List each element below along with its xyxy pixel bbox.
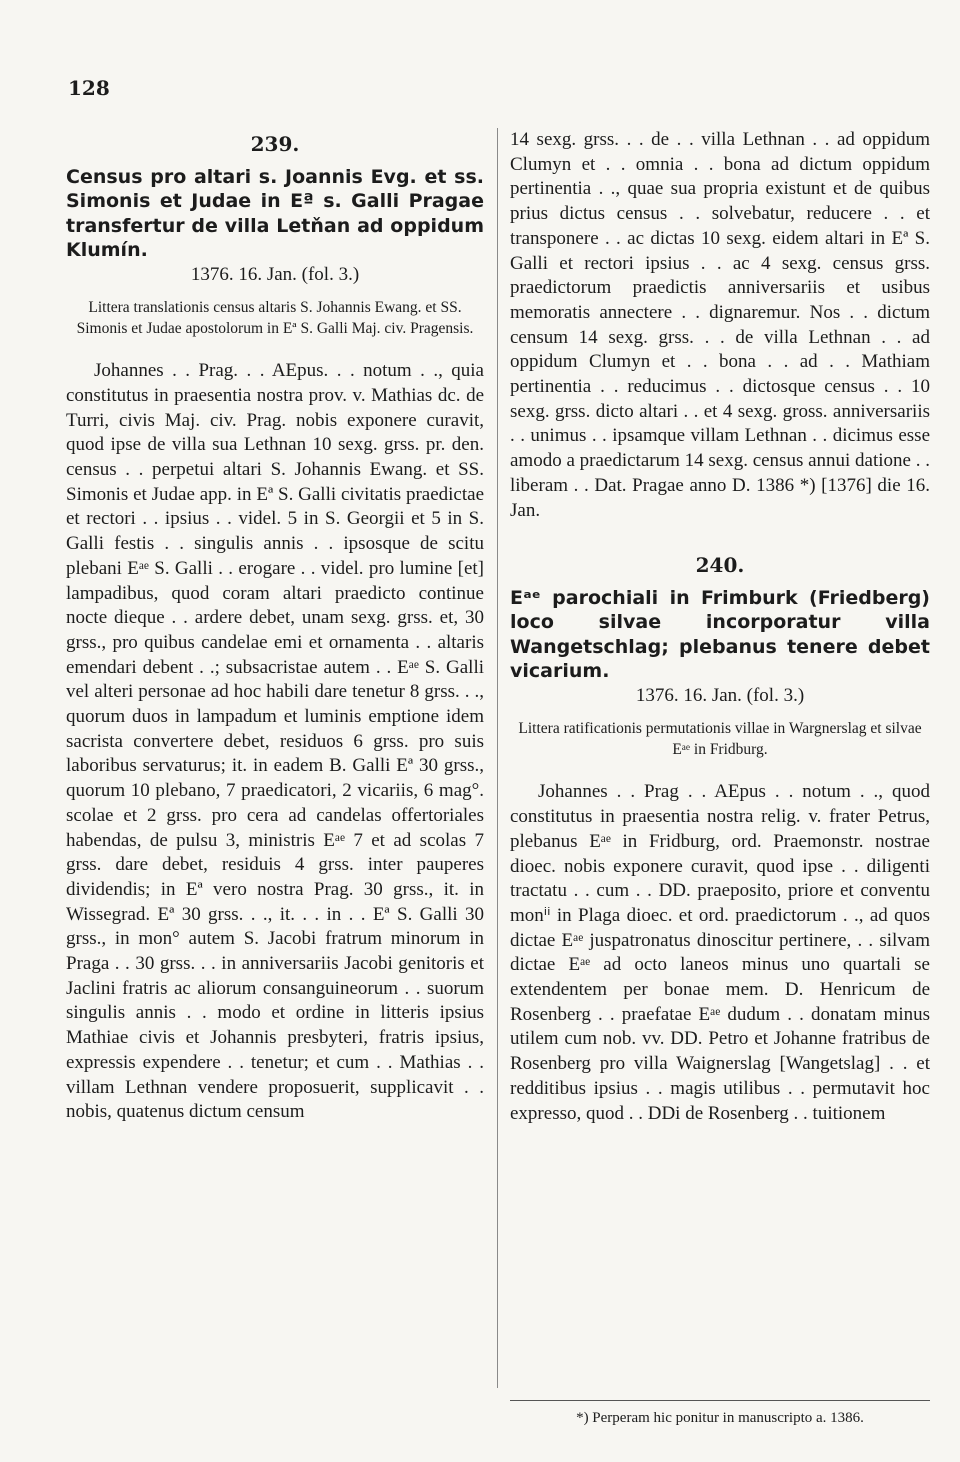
document-heading-240 <box>510 586 930 709</box>
heading-text-240: Eᵃᵉ parochiali in Frimburk (Friedberg) loco silvae incorporatur villa Wangetschlag; plebanus tenere debet vicarium. <box>510 586 930 683</box>
document-heading-239 <box>66 165 484 288</box>
right-column <box>510 128 930 1126</box>
left-column <box>66 128 484 1125</box>
document-body-239: Johannes . . Prag. . . AEpus. . . notum . ., quia constitutus in praesentia nostra prov. v. Mathias dc. de Turri, civis Maj. civ. Prag. nobis exponere curavit, quod ipse de villa sua Lethnan 10 sexg. grss. pr. den. census . . perpetui altari S. Johannis Ewang. et SS. Simonis et Judae app. in Eª S. Galli civitatis praedictae et rectori . . ipsius . . videl. 5 in S. Georgii et 5 in S. Galli festis . . singulis annis . . ipsosque de scitu plebani Eᵃᵉ S. Galli . . erogare . . videl. pro lumine [et] lampadibus, quod coram altari praedicto continue nocte dieque . . ardere debet, unam sexg. grss. et, 30 grss., pro quibus candelae emi et ornamenta . . altaris emendari debent . .; subsacristae autem . . Eᵃᵉ S. Galli vel alteri personae ad hoc habili dare tenetur 8 grss. . ., quorum duos in lampadum et luminis emptione idem sacrista convertere debet, residuos 6 grss. pro suis laboribus servaturus; it. in eadem B. Galli Eª 30 grss., quorum 10 plebano, 7 praedicatori, 2 vicariis, 6 mag°. scolae et 2 grss. pro cera ad candelas offertoriales habendas, de pulsu 3, ministris Eᵃᵉ 7 et ad scolas 7 grss. dare debet, residuis 4 grss. inter pauperes dividendis; in Eª vero nostra Prag. 30 grss., it. in Wissegrad. Eª 30 grss. . ., it. . . in . . Eª S. Galli 30 grss., in mon° autem S. Jacobi fratrum minorum in Praga . . 30 grss. . . in anniversariis Jacobi genitoris et Jaclini fratris ac aliorum consanguineorum . . suorum singulis annis . . modo et ordine in litteris ipsius Mathiae civis et Johannis presbyteri, fratris ipsius, expressis expendere . . tenetur; et cum . . Mathias . . villam Lethnan vendere proposuerit, supplicavit . . nobis, quatenus dictum censum <box>66 360 484 1123</box>
document-number-240: 240. <box>695 553 745 578</box>
footnote-rule <box>510 1400 930 1401</box>
document-number-239: 239. <box>250 132 300 156</box>
heading-date-239: 1376. 16. Jan. (fol. 3.) <box>190 263 360 285</box>
document-summary-240: Littera ratificationis permutationis villae in Wargnerslag et silvae Eᵃᵉ in Fridburg. <box>518 720 922 759</box>
footnote: *) Perperam hic ponitur in manuscripto a. 1386. <box>576 1410 864 1426</box>
heading-text-239: Census pro altari s. Joannis Evg. et ss. Simonis et Judae in Eª s. Galli Pragae transfertur de villa Letňan ad oppidum Klumín. <box>66 165 484 262</box>
document-summary-239: Littera translationis census altaris S. Johannis Ewang. et SS. Simonis et Judae apostolorum in Eª S. Galli Maj. civ. Pragensis. <box>76 299 474 338</box>
document-body-239-continued: 14 sexg. grss. . . de . . villa Lethnan . . ad oppidum Clumyn et . . omnia . . bona ad dictum oppidum pertinentia . ., quae sua propria existunt et de quibus prius dictus census . . solvebatur, reducere . . et transponere . . ac dictas 10 sexg. eidem altari in Eª S. Galli et rectori ipsius . . ac 4 sexg. census grss. praedictorum praedictis anniversariis et usibus memoratis annectere . . dignaremur. Nos . . dictum censum 14 sexg. grss. . . de villa Lethnan . . ad oppidum Clumyn et . . bona . . ad . . Mathiam pertinentia . . reducimus . . dictosque census . . 10 sexg. grss. dicto altari . . et 4 sexg. gross. anniversariis . . unimus . . ipsamque villam Lethnan . . dicimus esse amodo a praedictarum 14 sexg. census annui datione . . liberam . . Dat. Pragae anno D. 1386 *) [1376] die 16. Jan. <box>510 129 930 521</box>
column-divider <box>497 128 498 1388</box>
page-number: 128 <box>68 76 110 100</box>
document-body-240: Johannes . . Prag . . AEpus . . notum . ., quod constitutus in praesentia nostra relig. v. frater Petrus, plebanus Eᵃᵉ in Fridburg, ord. Praemonstr. nostrae dioec. nobis exponere curavit, quod ipse . . diligenti tractatu . . cum . . DD. praeposito, priore et conventu monⁱⁱ in Plaga dioec. et ord. praedictorum . ., ad quos dictae Eᵃᵉ juspatronatus dinoscitur pertinere, . . silvam dictae Eᵃᵉ ad octo laneos minus uno quartali se extendentem per bonae mem. D. Henricum de Rosenberg . . praefatae Eᵃᵉ dudum . . donatam minus utilem cum nob. vv. DD. Petro et Johanne fratribus de Rosenberg pro villa Waignerslag [Wangetslag] . . et redditibus ipsius . . magis utilibus . . permutavit hoc expresso, quod . . DDi de Rosenberg . . tuitionem <box>510 781 930 1124</box>
heading-date-240: 1376. 16. Jan. (fol. 3.) <box>635 684 805 706</box>
